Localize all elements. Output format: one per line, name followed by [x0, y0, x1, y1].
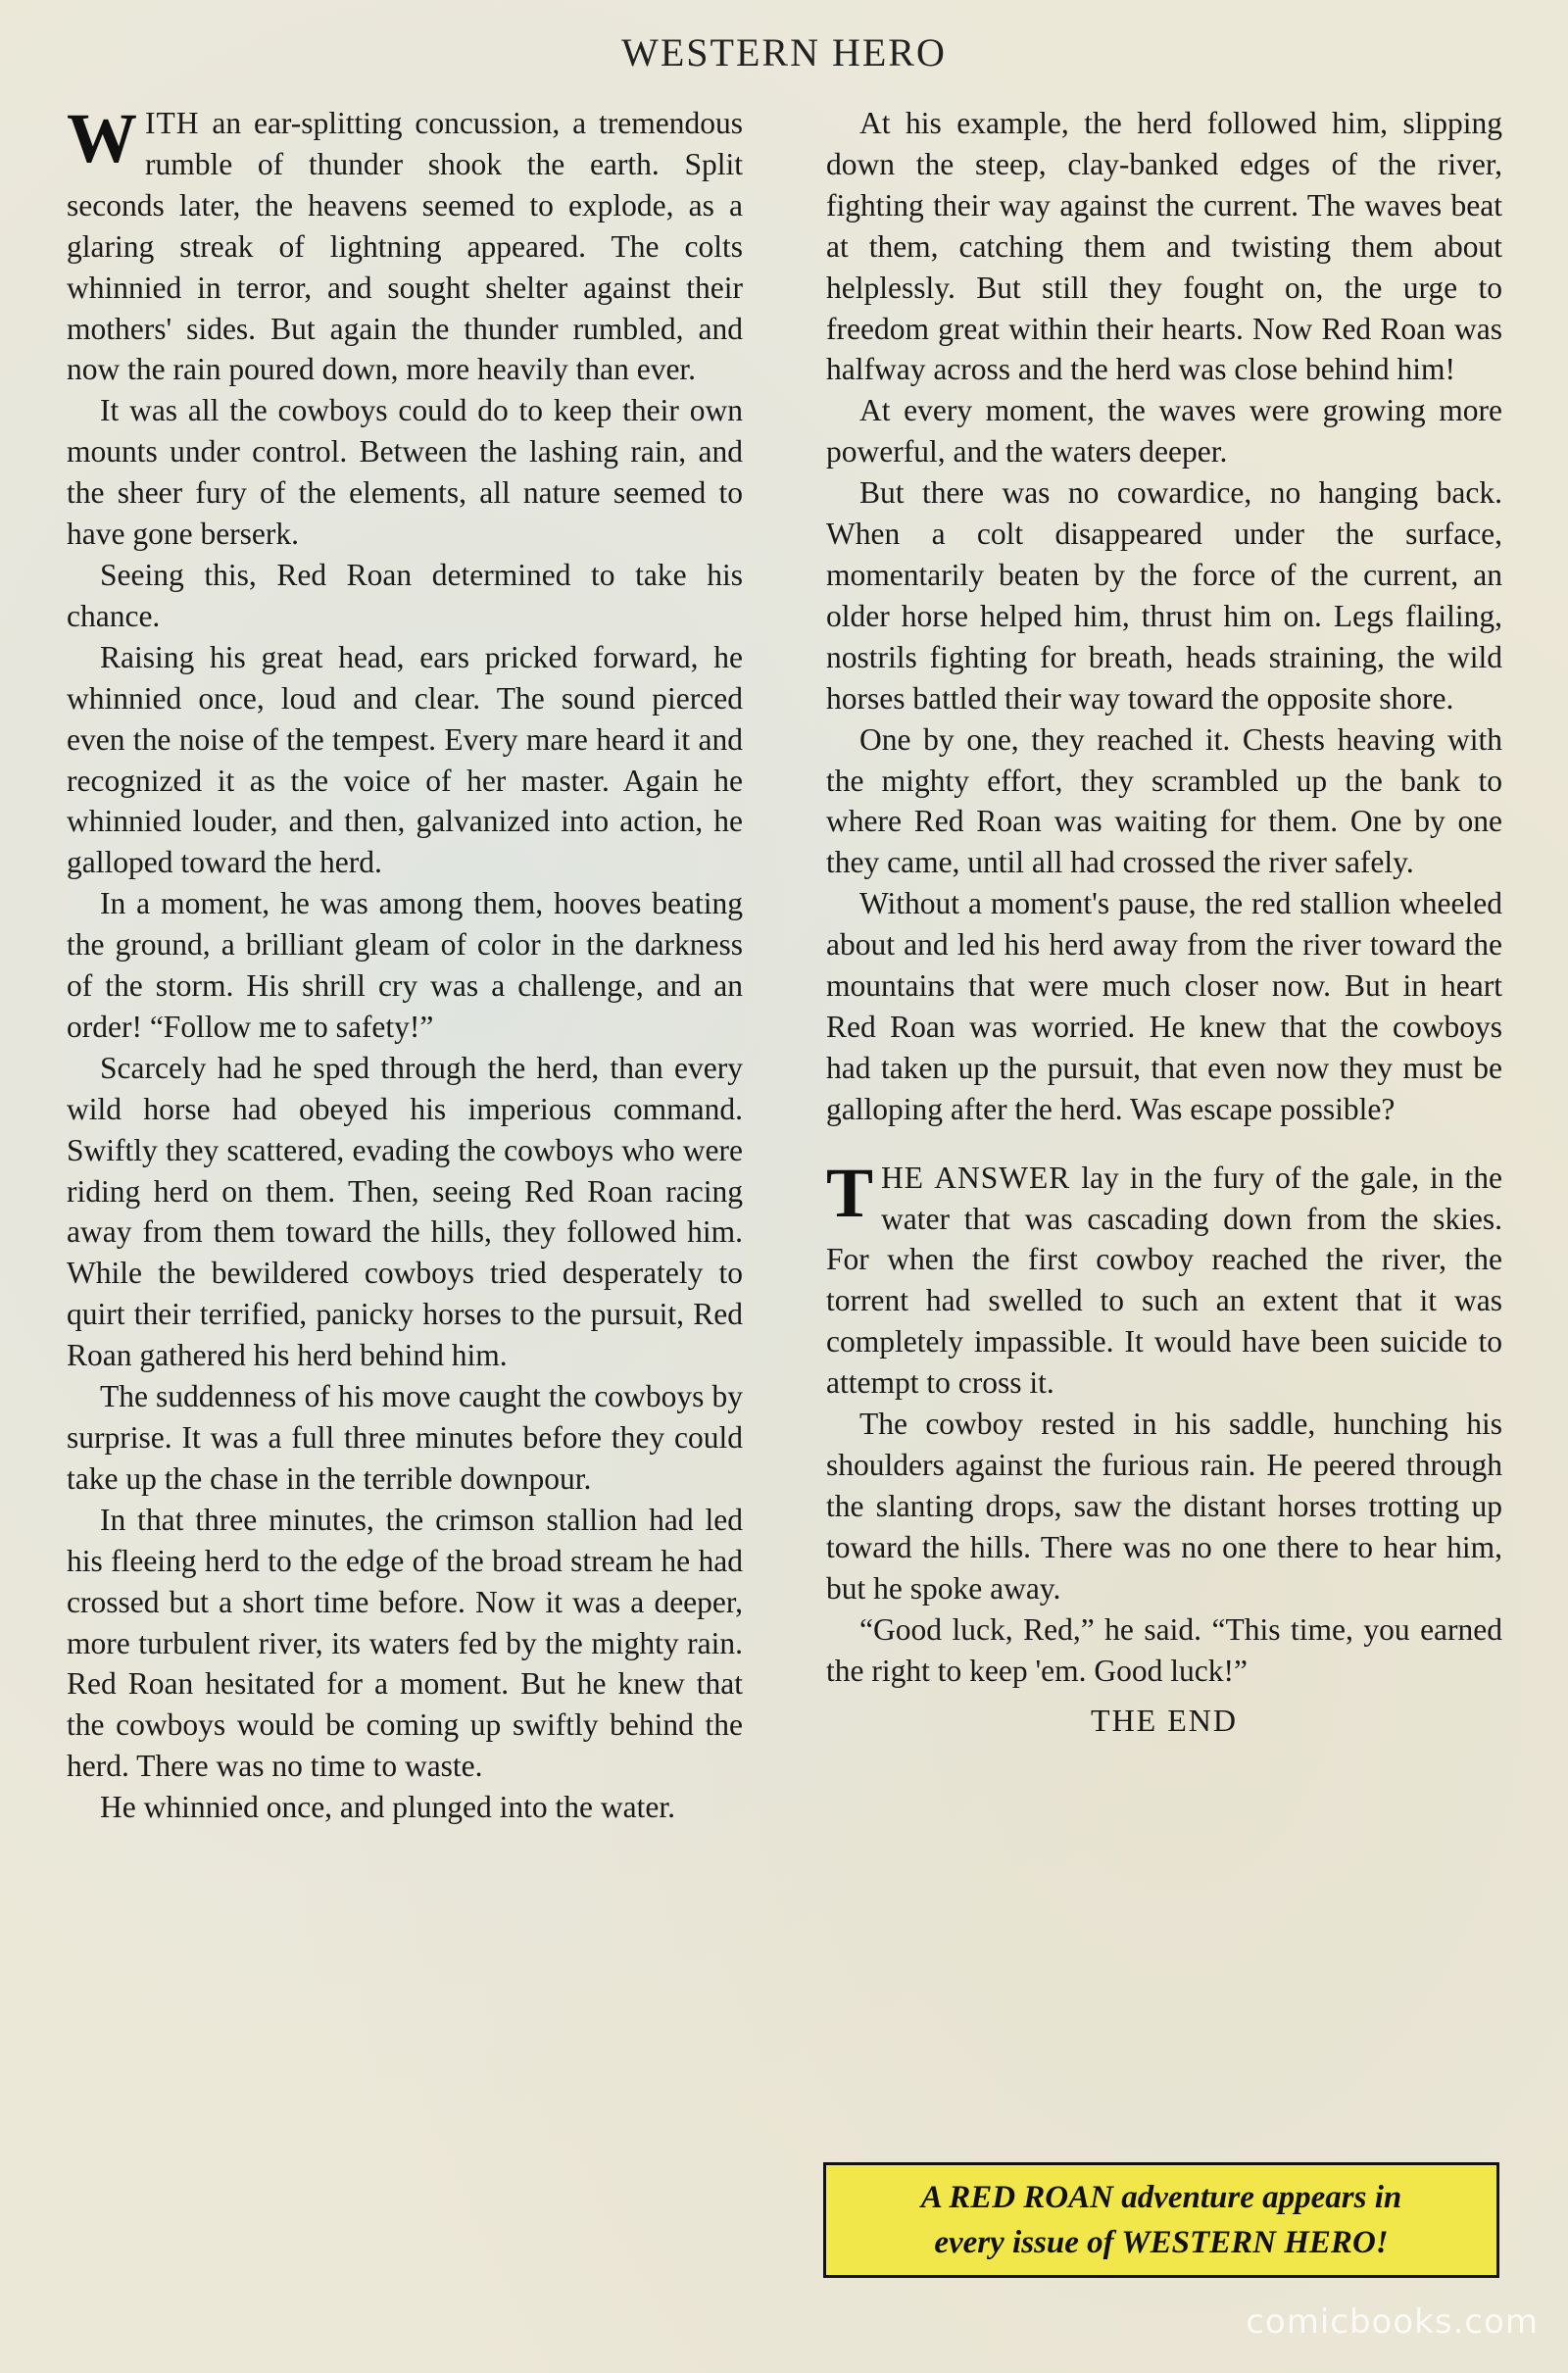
story-paragraph: It was all the cowboys could do to keep their own mounts under control. Between the lashing rain, and the sheer fury of the elements, all nature seemed to have gone berserk. — [67, 393, 743, 552]
drop-cap-letter: T — [826, 1153, 874, 1232]
story-paragraph: Raising his great head, ears pricked forward, he whinnied once, loud and clear. The sound pierced even the noise of the tempest. Every mare heard it and recognized it as the voice of her master. Again he whinnied louder, and then, galvanized into action, he galloped toward the herd. — [67, 639, 743, 880]
story-paragraph: “Good luck, Red,” he said. “This time, you earned the right to keep 'em. Good luck!” — [826, 1611, 1502, 1688]
story-paragraph: Seeing this, Red Roan determined to take his chance. — [67, 557, 743, 633]
lead-word: HE ANSWER — [881, 1160, 1071, 1195]
story-paragraph: He whinnied once, and plunged into the water. — [100, 1790, 675, 1825]
story-paragraph: At his example, the herd followed him, slipping down the steep, clay-banked edges of the river, fighting their way against the current. The waves beat at them, catching them and twisting them about helplessly. But still they fought on, the urge to freedom great within their hearts. Now Red Roan was halfway across and the herd was close behind him! — [826, 106, 1502, 387]
left-text-column — [67, 99, 743, 1828]
opening-paragraph-text: an ear-splitting concussion, a tremendous rumble of thunder shook the earth. Split seconds later, the heavens seemed to explode, as a glaring streak of lightning appeared. The colts whinnied in terror, and sought shelter against their mothers' sides. But again the thunder rumbled, and now the rain poured down, more heavily than ever. — [67, 106, 743, 387]
story-paragraph: The suddenness of his move caught the cowboys by surprise. It was a full three minutes before they could take up the chase in the terrible downpour. — [67, 1379, 743, 1496]
story-paragraph: At every moment, the waves were growing more powerful, and the waters deeper. — [826, 393, 1502, 470]
story-paragraph: In a moment, he was among them, hooves beating the ground, a brilliant gleam of color in the darkness of the storm. His shrill cry was a challenge, and an order! “Follow me to safety!” — [67, 886, 743, 1044]
right-text-column — [826, 103, 1502, 1742]
opening-paragraph — [67, 99, 743, 390]
story-paragraph: But there was no cowardice, no hanging back. When a colt disappeared under the surface, momentarily beaten by the force of the current, an older horse helped him, thrust him on. Legs flailing, nostrils fighting for breath, heads straining, the wild horses battled their way toward the opposite shore. — [826, 475, 1502, 716]
the-end-label: THE END — [1091, 1703, 1238, 1739]
story-paragraph: Scarcely had he sped through the herd, than every wild horse had obeyed his imperious command. Swiftly they scattered, evading the cowboys who were riding herd on them. Then, seeing Red Roan racing away from them toward the hills, they followed him. While the bewildered cowboys tried desperately to quirt their terrified, panicky horses to the pursuit, Red Roan gathered his herd behind him. — [67, 1050, 743, 1373]
lead-word: ITH — [145, 106, 200, 140]
page-header-title: WESTERN HERO — [621, 30, 947, 74]
section-two-opening-text: lay in the fury of the gale, in the water that was cascading down from the skies. For when the first cowboy reached the river, the torrent had swelled to such an extent that it was completely impassible. It would have been suicide to attempt to cross it. — [826, 1160, 1503, 1401]
story-paragraph: In that three minutes, the crimson stallion had led his fleeing herd to the edge of the broad stream he had crossed but a short time before. Now it was a deeper, more turbulent river, its waters fed by the mighty rain. Red Roan hesitated for a moment. But he knew that the cowboys would be coming up swiftly behind the herd. There was no time to waste. — [67, 1502, 743, 1784]
section-two-opening — [826, 1153, 1503, 1404]
section-break — [826, 1130, 1502, 1158]
story-paragraph: One by one, they reached it. Chests heaving with the mighty effort, they scrambled up the bank to where Red Roan was waiting for them. One by one they came, until all had crossed the river safely. — [826, 721, 1502, 880]
promo-box — [823, 2162, 1499, 2278]
story-paragraph: The cowboy rested in his saddle, hunching his shoulders against the furious rain. He peered through the slanting drops, saw the distant horses trotting up toward the hills. There was no one there to hear him, but he spoke away. — [826, 1407, 1502, 1606]
promo-line-2: every issue of WESTERN HERO! — [934, 2225, 1389, 2260]
drop-cap-letter: W — [67, 99, 137, 177]
promo-line-1: A RED ROAN adventure appears in — [920, 2180, 1402, 2215]
story-paragraph: Without a moment's pause, the red stallion wheeled about and led his herd away from the river toward the mountains that were much closer now. But in heart Red Roan was worried. He knew that the cowboys had taken up the pursuit, that even now they must be galloping after the herd. Was escape possible? — [826, 886, 1502, 1126]
site-watermark: comicbooks.com — [1246, 2302, 1539, 2342]
